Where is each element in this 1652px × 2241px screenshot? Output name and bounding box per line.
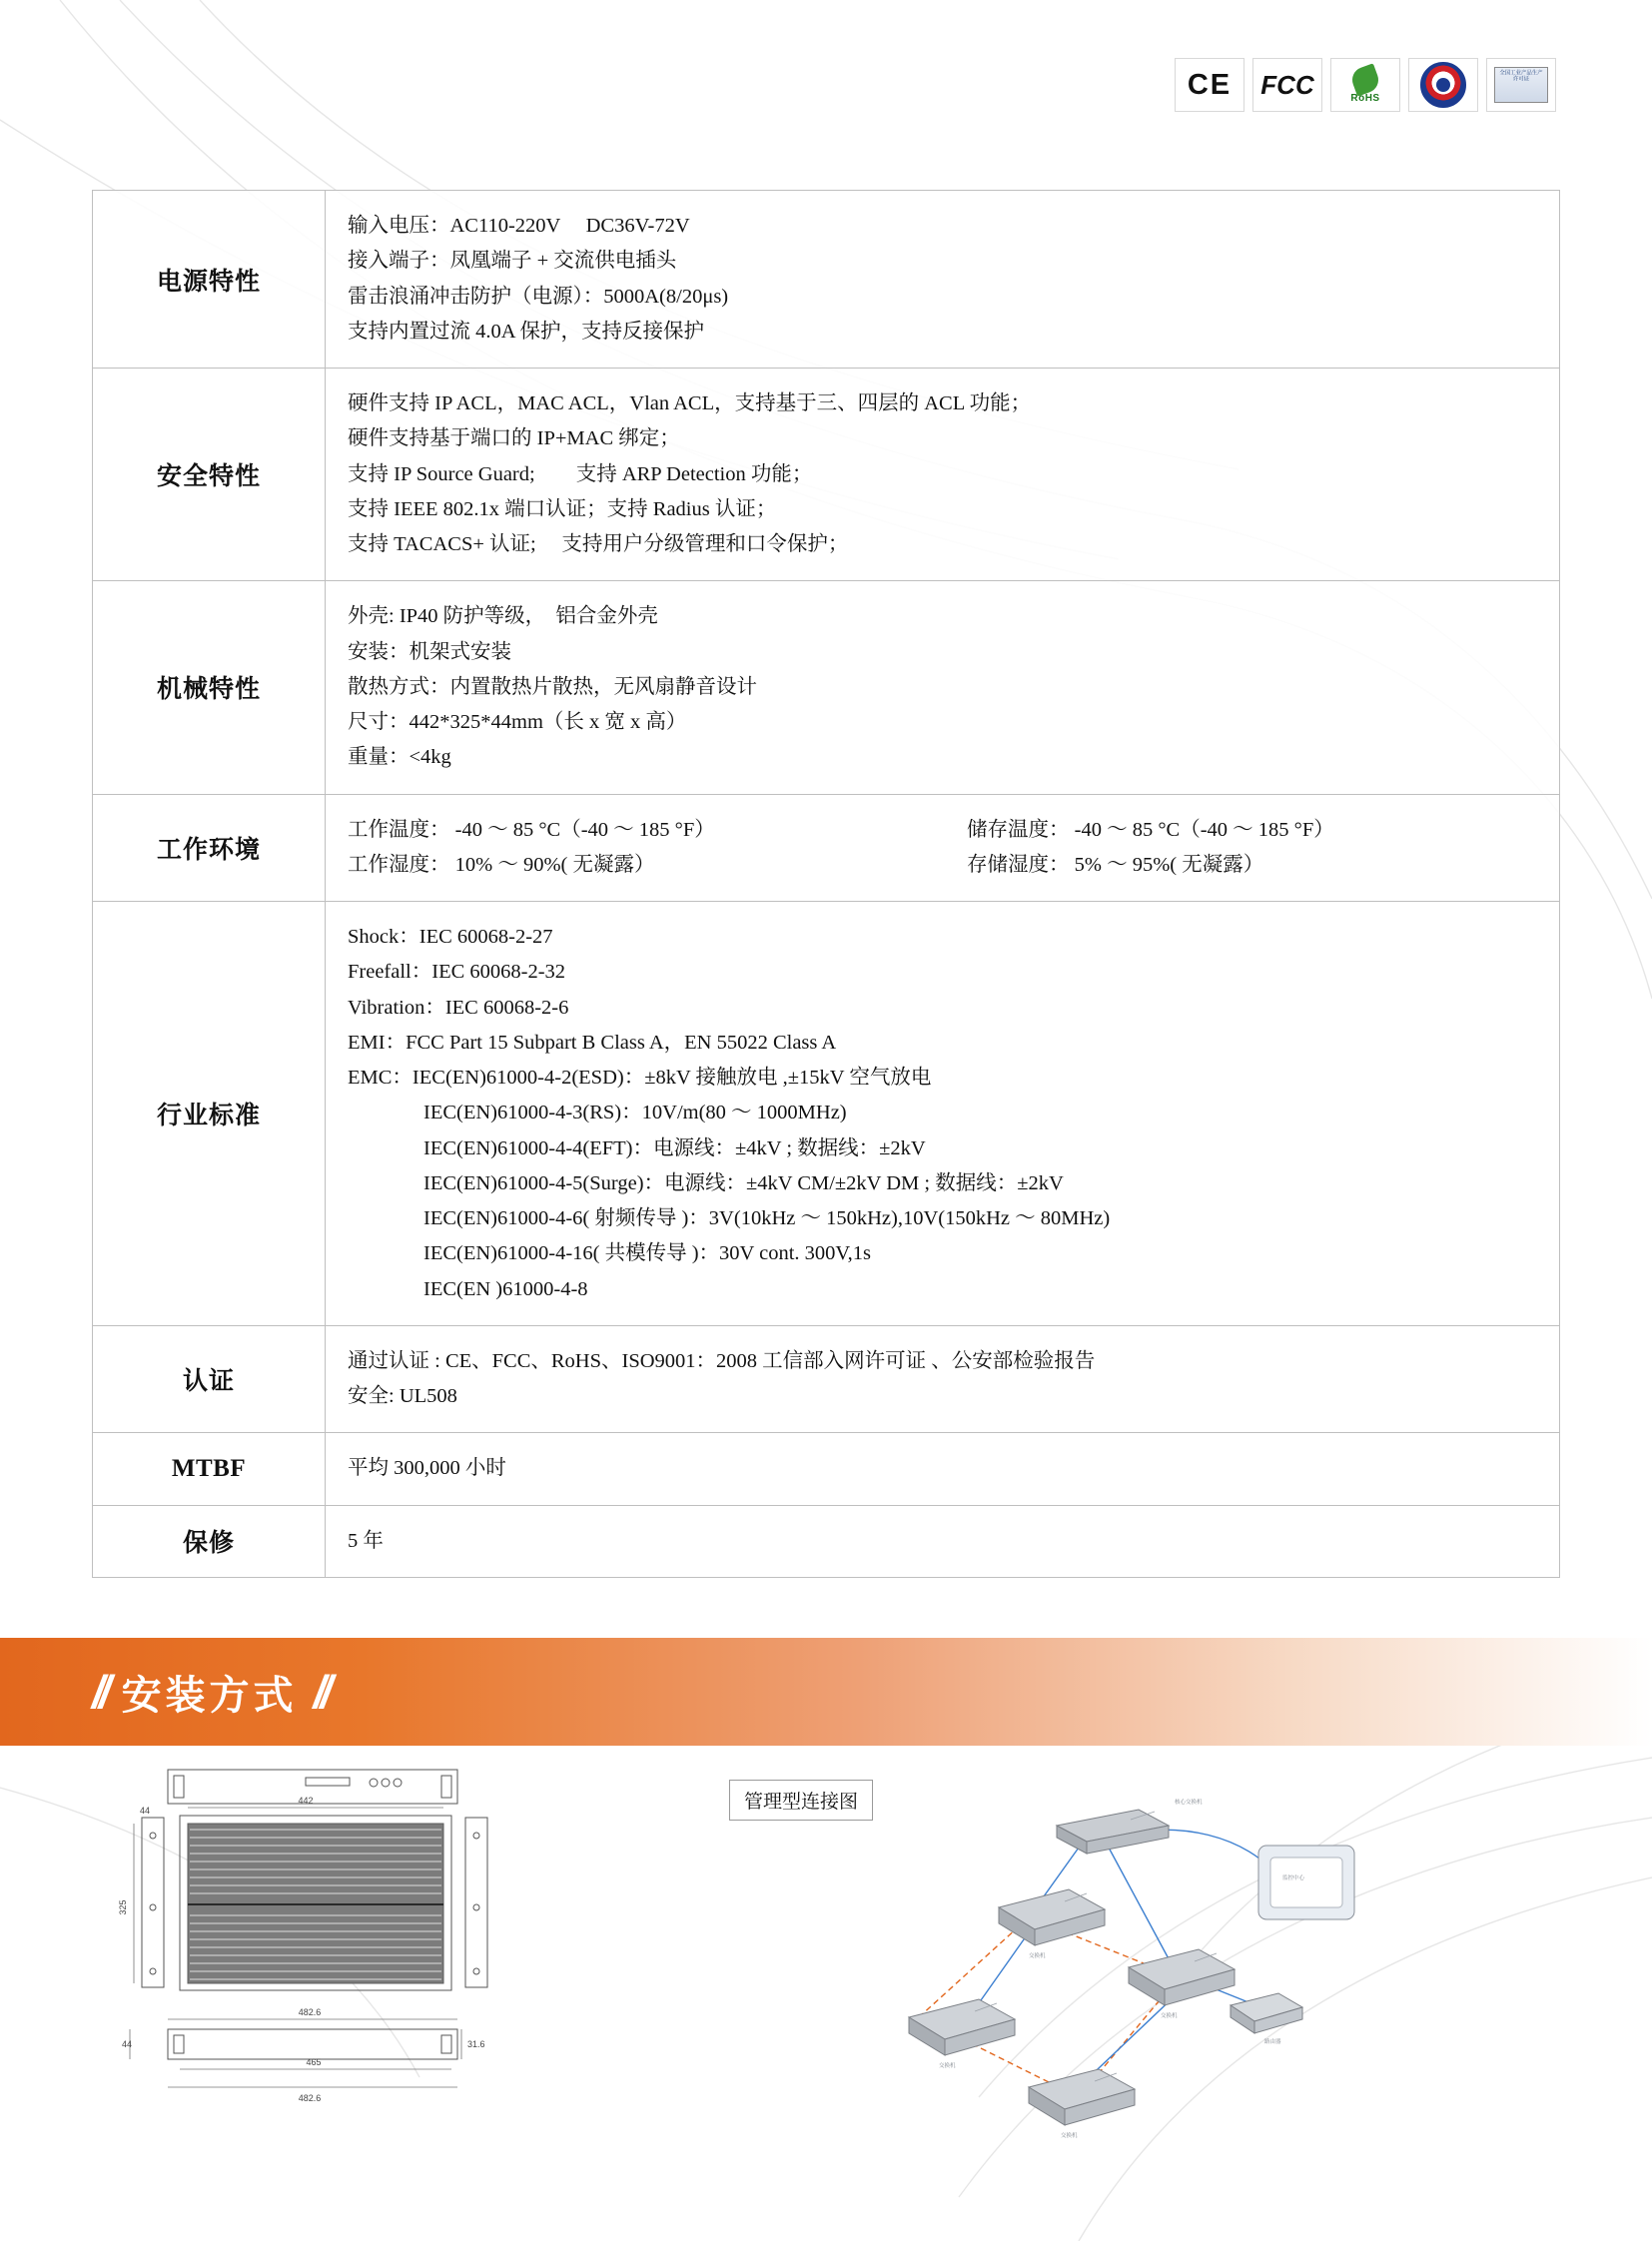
- spec-line: 支持 IP Source Guard; 支持 ARP Detection 功能；: [348, 462, 813, 485]
- network-topology-diagram: [779, 1768, 1398, 2187]
- dimension-width-top: 442: [298, 1796, 314, 1806]
- fcc-mark-icon: [1252, 58, 1322, 112]
- spec-line: 外壳: IP40 防护等级， 铝合金外壳: [348, 605, 658, 628]
- table-row: [93, 191, 1560, 369]
- spec-line: 安装：机架式安装: [348, 640, 511, 663]
- spec-line: 通过认证 : CE、FCC、RoHS、ISO9001：2008 工信部入网许可证 、公安部检验报告: [348, 1349, 1096, 1372]
- spec-line: 散热方式：内置散热片散热，无风扇静音设计: [348, 675, 757, 698]
- spec-line: IEC(EN)61000-4-4(EFT)：电源线：±4kV ; 数据线：±2kV: [423, 1136, 926, 1159]
- slash-right-icon: //: [313, 1666, 328, 1718]
- spec-line: IEC(EN)61000-4-3(RS)：10V/m(80 ～ 1000MHz): [423, 1102, 847, 1124]
- row-label-industry-standards: 行业标准: [93, 902, 326, 1326]
- diagram-area: [0, 1758, 1652, 2237]
- svg-text:路由器: 路由器: [1264, 2039, 1281, 2045]
- install-method-banner: [0, 1638, 1652, 1746]
- spec-line: EMI：FCC Part 15 Subpart B Class A，EN 55022 Class A: [348, 1031, 837, 1054]
- dimension-height-left: 325: [118, 1899, 128, 1915]
- svg-text:交换机: 交换机: [1029, 1953, 1046, 1959]
- spec-line: 储存温度： -40 ～ 85 °C（-40 ～ 185 °F）: [967, 818, 1334, 841]
- leaf-icon: [1348, 63, 1381, 96]
- spec-line: 硬件支持 IP ACL，MAC ACL，Vlan ACL，支持基于三、四层的 ACL 功能；: [348, 392, 1032, 414]
- svg-text:监控中心: 监控中心: [1282, 1875, 1305, 1881]
- svg-text:交换机: 交换机: [1161, 2013, 1178, 2019]
- dimension-overall-width: 482.6: [298, 2007, 322, 2017]
- row-label-warranty: 保修: [93, 1505, 326, 1577]
- spec-line: 输入电压：AC110-220V DC36V-72V: [348, 215, 690, 237]
- ce-mark-icon: [1175, 58, 1244, 112]
- spec-line: 雷击浪涌冲击防护（电源）：5000A(8/20μs): [348, 285, 729, 308]
- table-row: [93, 794, 1560, 902]
- row-value-warranty: [326, 1505, 1560, 1577]
- dimension-inner-width: 465: [306, 2057, 322, 2067]
- row-label-security: 安全特性: [93, 369, 326, 581]
- spec-line: 硬件支持基于端口的 IP+MAC 绑定；: [348, 427, 680, 450]
- topology-callout-label: 管理型连接图: [729, 1780, 873, 1821]
- ce-mark-label: CE: [1187, 68, 1233, 101]
- spec-line: IEC(EN)61000-4-5(Surge)：电源线：±4kV CM/±2kV DM ; 数据线：±2kV: [423, 1171, 1064, 1194]
- network-license-card-mark-icon: [1486, 58, 1556, 112]
- spec-line: 重量：<4kg: [348, 746, 451, 769]
- table-row: [93, 1505, 1560, 1577]
- spec-line: 工作湿度： 10% ～ 90%( 无凝露）: [348, 853, 655, 876]
- table-row: [93, 581, 1560, 794]
- row-value-certification: [326, 1325, 1560, 1433]
- row-value-industry-standards: [326, 902, 1560, 1326]
- spec-line: IEC(EN)61000-4-6( 射频传导 )：3V(10kHz ～ 150kHz),10V(150kHz ～ 80MHz): [423, 1207, 1111, 1229]
- spec-line: 支持 TACACS+ 认证; 支持用户分级管理和口令保护；: [348, 533, 849, 555]
- svg-text:交换机: 交换机: [1061, 2133, 1078, 2139]
- dimension-bottom-height-right: 31.6: [467, 2039, 485, 2049]
- fcc-mark-label: FCC: [1260, 69, 1314, 100]
- spec-line: 接入端子：凤凰端子 + 交流供电插头: [348, 250, 677, 273]
- row-label-mtbf: MTBF: [93, 1433, 326, 1505]
- row-value-power: [326, 191, 1560, 369]
- slash-left-icon: //: [92, 1666, 106, 1718]
- dimension-panel-height: 44: [140, 1806, 151, 1816]
- spec-line: 工作温度： -40 ～ 85 °C（-40 ～ 185 °F）: [348, 818, 715, 841]
- spec-line: IEC(EN)61000-4-16( 共模传导 )：30V cont. 300V,1s: [423, 1242, 871, 1265]
- spec-line: 存储湿度： 5% ～ 95%( 无凝露）: [967, 853, 1264, 876]
- row-value-environment: [326, 794, 1560, 902]
- rohs-mark-icon: [1330, 58, 1400, 112]
- row-value-security: [326, 369, 1560, 581]
- row-value-mechanical: [326, 581, 1560, 794]
- network-license-card-label: 全国工业产品生产许可证: [1499, 70, 1543, 82]
- dimension-bottom-height-left: 44: [122, 2039, 133, 2049]
- police-seal-mark-icon: [1408, 58, 1478, 112]
- row-label-power: 电源特性: [93, 191, 326, 369]
- table-row: [93, 1433, 1560, 1505]
- seal-icon: [1420, 62, 1466, 108]
- row-label-environment: 工作环境: [93, 794, 326, 902]
- table-row: [93, 369, 1560, 581]
- row-label-certification: 认证: [93, 1325, 326, 1433]
- specification-table: [92, 190, 1560, 1578]
- spec-line: 支持 IEEE 802.1x 端口认证；支持 Radius 认证；: [348, 497, 777, 520]
- mechanical-drawing: [110, 1758, 669, 2197]
- spec-line: Vibration：IEC 60068-2-6: [348, 996, 569, 1019]
- spec-line: 安全: UL508: [348, 1385, 457, 1407]
- install-method-title: 安装方式: [121, 1672, 298, 1718]
- spec-line: 支持内置过流 4.0A 保护，支持反接保护: [348, 320, 705, 343]
- rohs-mark-label: RoHS: [1350, 92, 1380, 104]
- spec-line: EMC：IEC(EN)61000-4-2(ESD)：±8kV 接触放电 ,±15kV 空气放电: [348, 1067, 932, 1089]
- row-value-mtbf: [326, 1433, 1560, 1505]
- spec-line: Shock：IEC 60068-2-27: [348, 926, 553, 948]
- certification-logo-row: [1175, 58, 1556, 112]
- svg-text:交换机: 交换机: [939, 2063, 956, 2069]
- row-label-mechanical: 机械特性: [93, 581, 326, 794]
- svg-text:核心交换机: 核心交换机: [1175, 1800, 1203, 1806]
- spec-line: 平均 300,000 小时: [348, 1457, 506, 1480]
- table-row: [93, 1325, 1560, 1433]
- spec-line: 5 年: [348, 1529, 384, 1552]
- spec-line: 尺寸：442*325*44mm（长 x 宽 x 高）: [348, 711, 687, 733]
- table-row: [93, 902, 1560, 1326]
- dimension-bottom-width: 482.6: [298, 2093, 322, 2103]
- spec-line: Freefall：IEC 60068-2-32: [348, 961, 566, 984]
- spec-line: IEC(EN )61000-4-8: [423, 1277, 588, 1300]
- license-card-graphic: [1494, 67, 1548, 103]
